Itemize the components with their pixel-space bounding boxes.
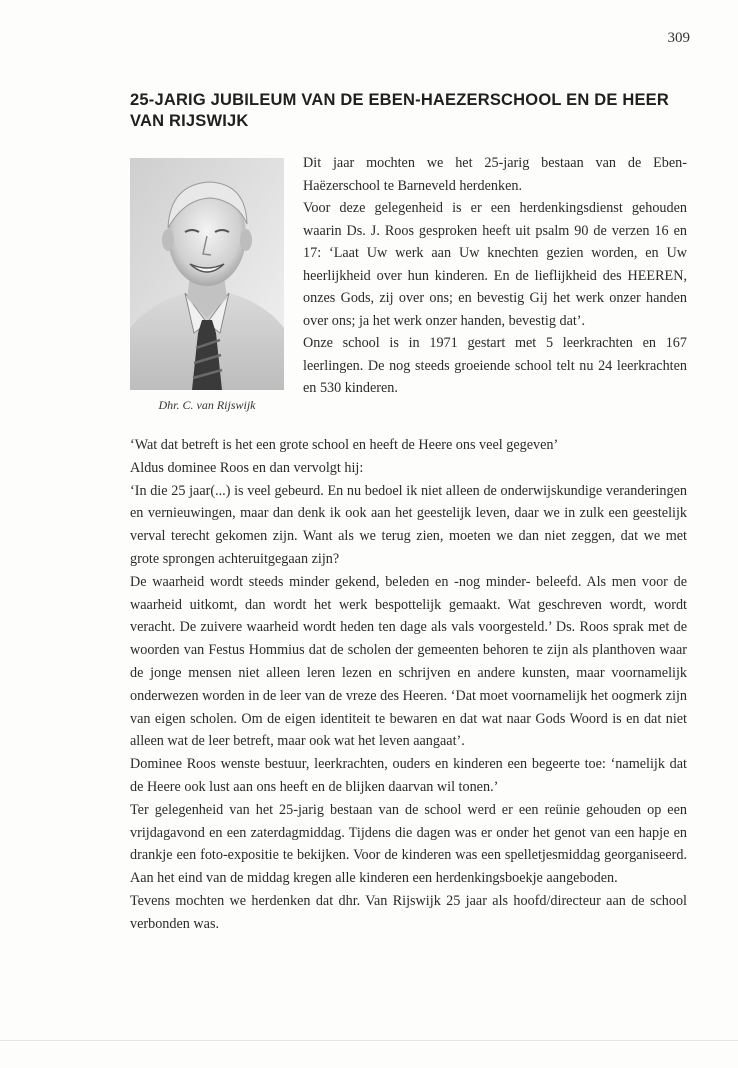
intro-paragraph: Dit jaar mochten we het 25-jarig bestaan van de Eben-Haëzerschool te Barneveld herdenken. bbox=[303, 155, 687, 194]
photo-caption: Dhr. C. van Rijswijk bbox=[158, 398, 256, 412]
article-body bbox=[130, 434, 687, 936]
body-paragraph: De waarheid wordt steeds minder gekend, beleden en -nog minder- beleefd. Als men voor de waarheid uitkomt, dan wordt het werk bespottelijk gemaakt. Wat geschreven wordt, wordt veracht. De zuivere waarheid wordt heden ten dage als vals voorgesteld.’ Ds. Roos sprak met de woorden van Festus Hommius dat de scholen der gemeenten behoren te zijn als planthoven waar de jonge mensen niet alleen leren lezen en schrijven en andere kunsten, maar voornamelijk onderwezen worden in de leer van de vreze des Heeren. ‘Dat moet voornamelijk het oogmerk zijn van eigen scholen. Om de eigen identiteit te bewaren en dat wat naar Gods Woord is en dat niet alleen wat de leer betreft, maar ook wat het leven aangaat’. bbox=[130, 573, 687, 750]
body-paragraph: Tevens mochten we herdenken dat dhr. Van Rijswijk 25 jaar als hoofd/directeur aan de school verbonden was. bbox=[130, 892, 687, 932]
article-title: 25-JARIG JUBILEUM VAN DE EBEN-HAEZERSCHOOL EN DE HEER VAN RIJSWIJK bbox=[130, 91, 669, 130]
body-paragraph: Aldus dominee Roos en dan vervolgt hij: bbox=[130, 459, 364, 476]
body-paragraph: Ter gelegenheid van het 25-jarig bestaan van de school werd er een reünie gehouden op een vrijdagavond en een zaterdagmiddag. Tijdens die dagen was er onder het genot van een hapje en drankje een foto-expositie te bekijken. Voor de kinderen was een spelletjesmiddag georganiseerd. Aan het eind van de middag kregen alle kinderen een herdenkingsboekje aangeboden. bbox=[130, 801, 687, 887]
page-bottom-edge bbox=[0, 1040, 738, 1041]
body-paragraph: ‘Wat dat betreft is het een grote school en heeft de Heere ons veel gegeven’ bbox=[130, 437, 559, 453]
body-paragraph: Dominee Roos wenste bestuur, leerkrachten, ouders en kinderen een begeerte toe: ‘namelijk dat de Heere ook lust aan ons heeft en de blijken daarvan wil tonen.’ bbox=[130, 756, 687, 795]
page-number: 309 bbox=[667, 30, 690, 46]
intro-paragraph: Voor deze gelegenheid is er een herdenkingsdienst gehouden waarin Ds. J. Roos gesproken heeft uit psalm 90 de verzen 16 en 17: ‘Laat Uw werk aan Uw knechten gezien worden, en Uw heerlijkheid over hun kinderen. En de lieflijkheid des HEEREN, onzes Gods, zij over ons; en bevestig Gij het werk onzer handen over ons; ja het werk onzer handen, bevestig dat’. bbox=[303, 200, 687, 329]
intro-column bbox=[303, 152, 687, 400]
intro-paragraph: Onze school is in 1971 gestart met 5 leerkrachten en 167 leerlingen. De nog steeds groeiende school telt nu 24 leerkrachten en 530 kinderen. bbox=[303, 335, 687, 396]
body-paragraph: ‘In die 25 jaar(...) is veel gebeurd. En nu bedoel ik niet alleen de onderwijskundige veranderingen en vernieuwingen, maar dan denk ik ook aan het geestelijk leven, daar we in zulk een geestelijk verval terecht gekomen zijn. Want als we terug zien, moeten we dan niet zeggen, dat we met grote sprongen achteruitgegaan zijn? bbox=[130, 482, 687, 567]
portrait-photo bbox=[130, 158, 284, 390]
